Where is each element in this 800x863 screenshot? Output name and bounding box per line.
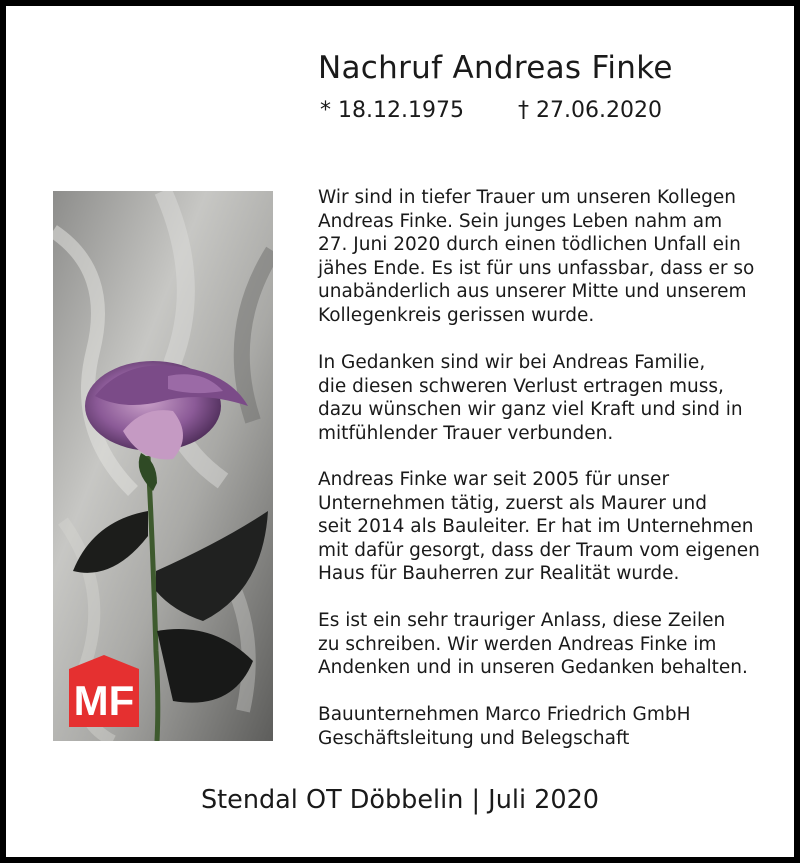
birth-date: * 18.12.1975	[320, 98, 464, 123]
text-line: Kollegenkreis gerissen wurde.	[318, 304, 595, 326]
paragraph-4	[318, 609, 748, 680]
footer-location-date: Stendal OT Döbbelin | Juli 2020	[200, 785, 600, 815]
text-line: Es ist ein sehr trauriger Anlass, diese Zeilen	[318, 610, 726, 631]
company-logo	[69, 655, 139, 727]
text-line: In Gedanken sind wir bei Andreas Familie,	[318, 352, 706, 373]
text-line: Andreas Finke. Sein junges Leben nahm am	[318, 210, 723, 232]
text-line: die diesen schweren Verlust ertragen muss,	[318, 375, 724, 397]
text-line: Geschäftsleitung und Belegschaft	[318, 727, 630, 749]
text-line: Wir sind in tiefer Trauer um unseren Kollegen	[318, 187, 736, 208]
paragraph-3	[318, 468, 760, 586]
text-line: dazu wünschen wir ganz viel Kraft und sind in	[318, 399, 743, 421]
death-date: † 27.06.2020	[518, 98, 662, 123]
text-line: Andreas Finke war seit 2005 für unser	[318, 469, 670, 490]
text-line: Unternehmen tätig, zuerst als Maurer und	[318, 492, 707, 514]
text-line: 27. Juni 2020 durch einen tödlichen Unfall ein	[318, 234, 741, 256]
text-line: mitfühlender Trauer verbunden.	[318, 422, 614, 444]
text-line: mit dafür gesorgt, dass der Traum vom eigenen	[318, 539, 760, 561]
text-line: unabänderlich aus unserer Mitte und unserem	[318, 281, 747, 303]
text-line: Andenken und in unseren Gedanken behalten.	[318, 657, 748, 679]
text-line: seit 2014 als Bauleiter. Er hat im Unternehmen	[318, 516, 754, 538]
text-line: Haus für Bauherren zur Realität wurde.	[318, 563, 680, 585]
text-line: zu schreiben. Wir werden Andreas Finke im	[318, 633, 717, 655]
text-line: jähes Ende. Es ist für uns unfassbar, dass er so	[318, 257, 755, 279]
paragraph-2	[318, 351, 743, 445]
text-line: Bauunternehmen Marco Friedrich GmbH	[318, 704, 691, 725]
signature	[318, 703, 691, 750]
logo-text: MF	[73, 677, 135, 724]
notice-title: Nachruf Andreas Finke	[318, 50, 673, 86]
paragraph-1	[318, 186, 754, 328]
